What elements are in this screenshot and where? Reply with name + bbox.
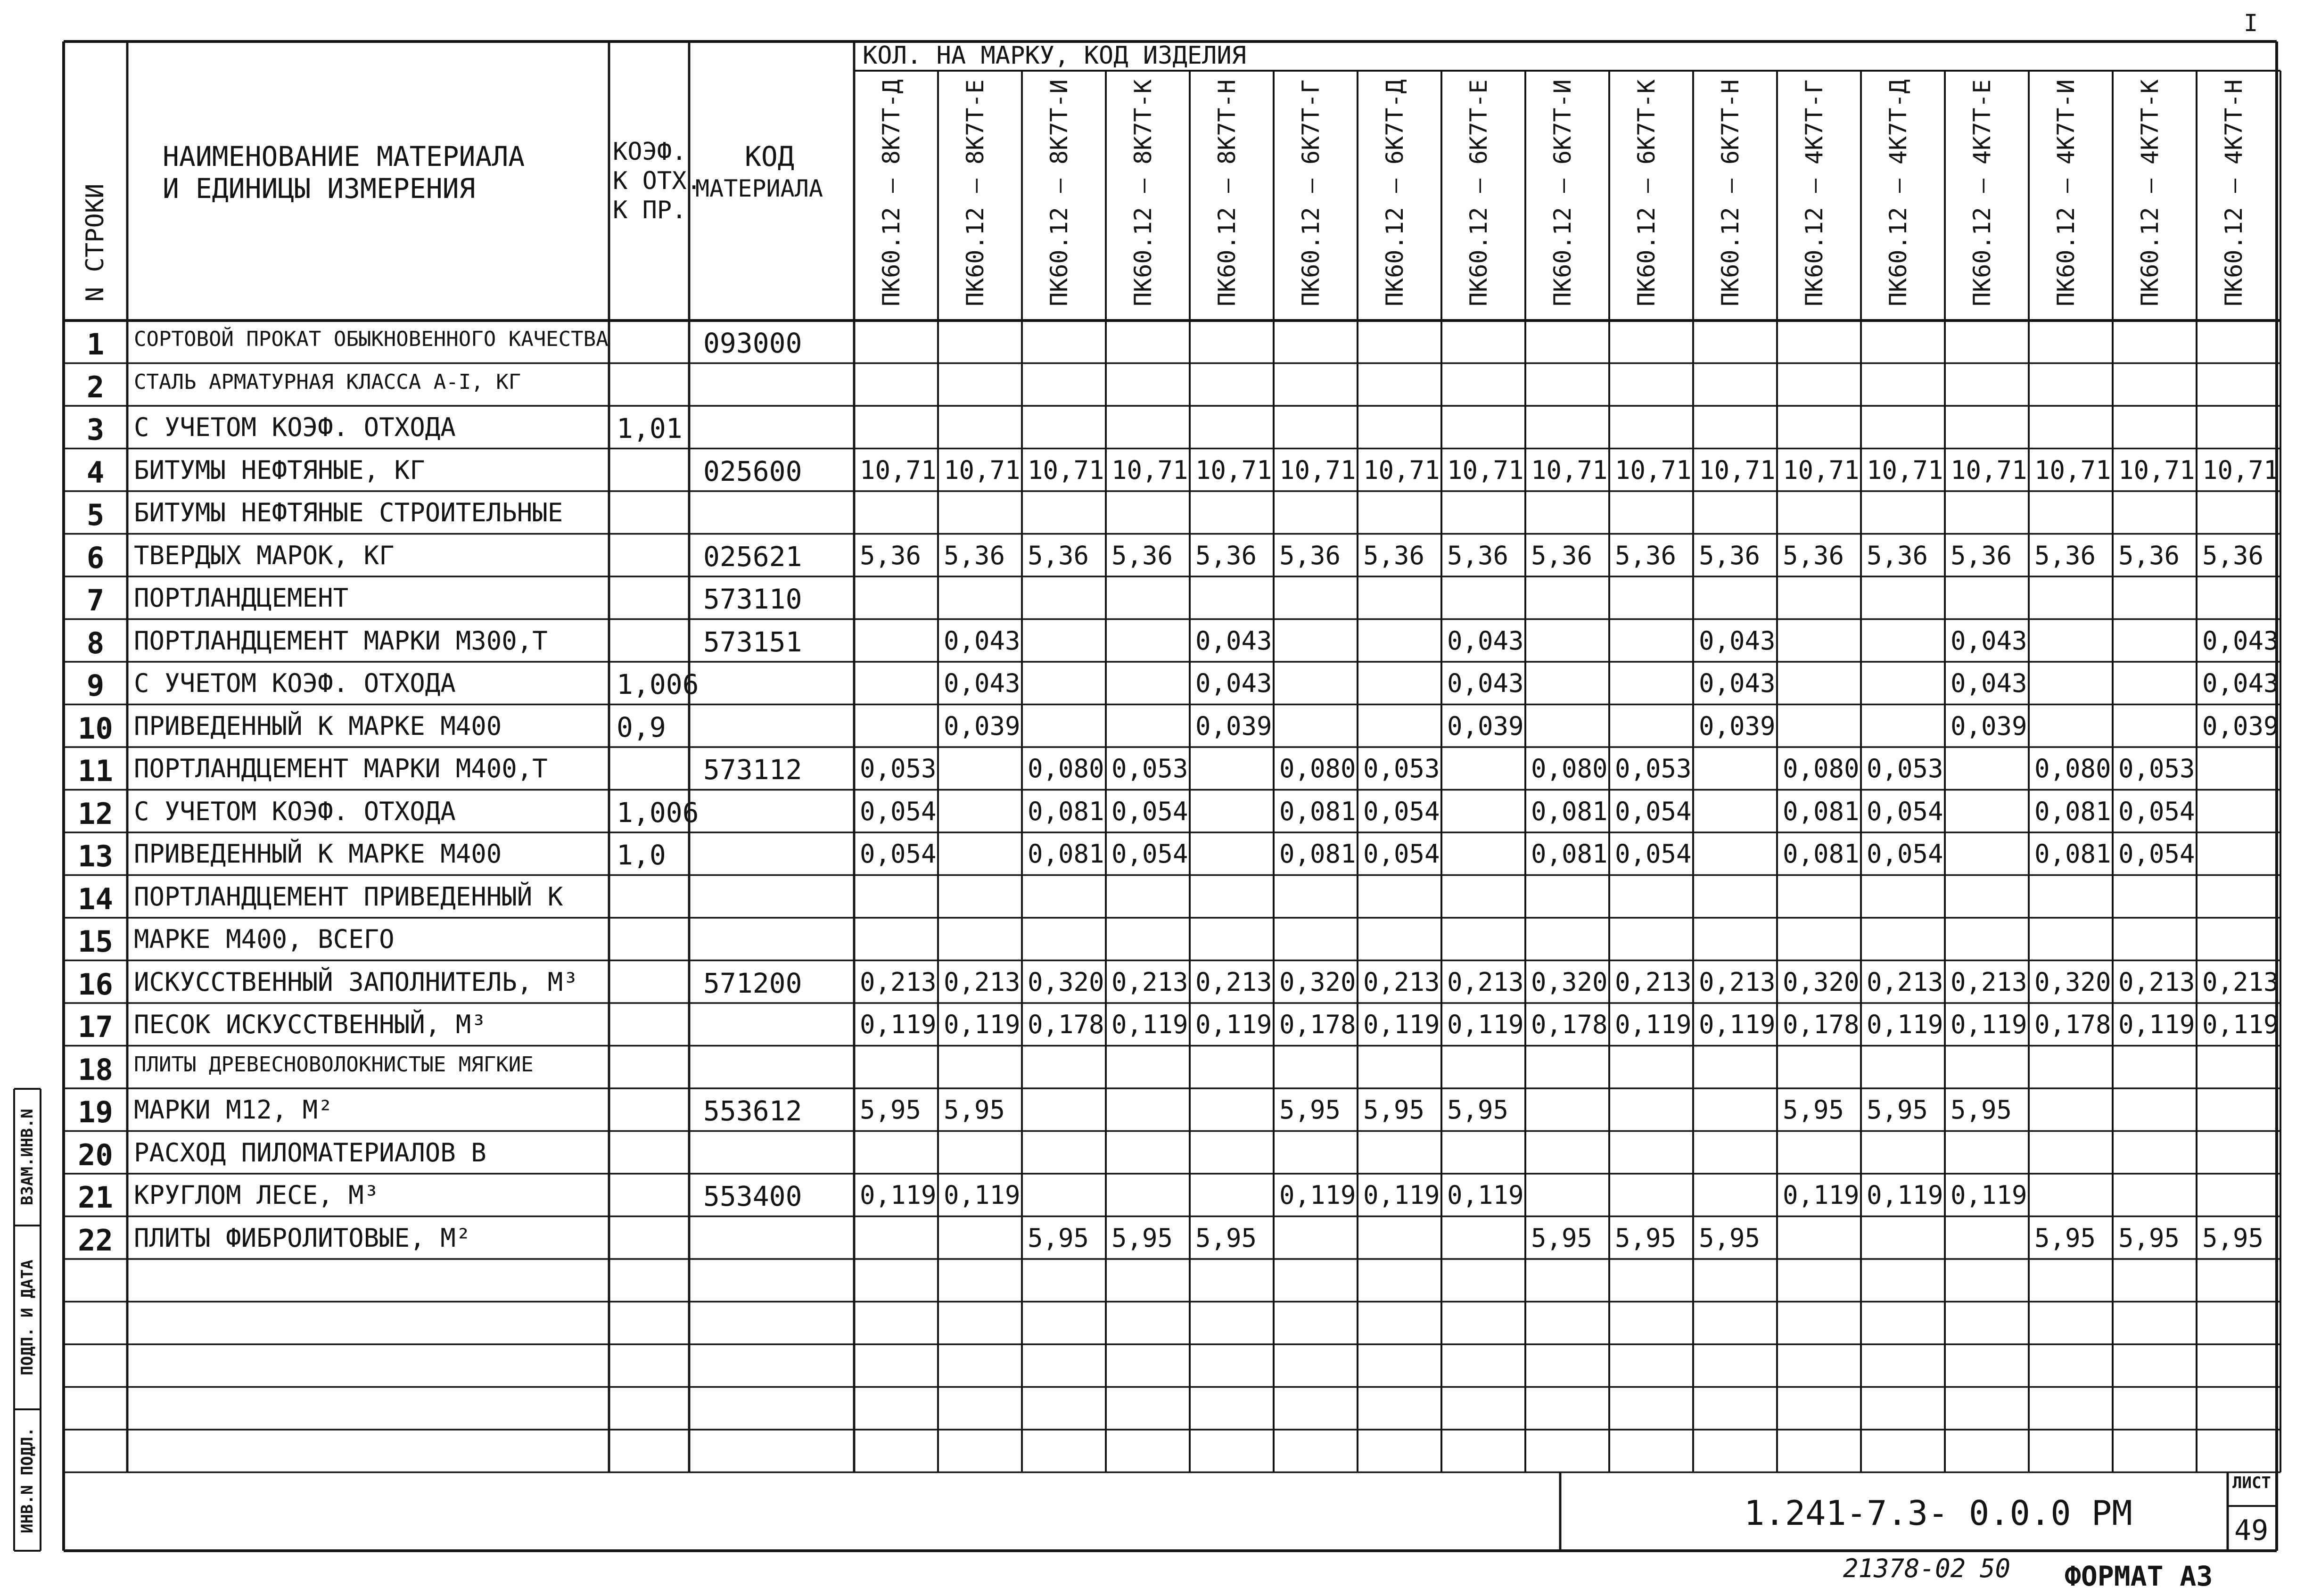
quantity-cell: 0,119 <box>1699 1010 1776 1039</box>
quantity-cell: 0,081 <box>1531 839 1608 869</box>
side-stamp-label: ИНВ.N ПОДЛ. <box>18 1427 37 1533</box>
quantity-cell: 5,36 <box>1028 540 1089 570</box>
quantity-cell: 0,043 <box>1951 668 2027 698</box>
row-number: 10 <box>78 711 113 746</box>
row-number: 3 <box>86 412 105 447</box>
quantity-cell: 5,95 <box>1028 1223 1089 1253</box>
quantity-cell: 0,119 <box>1111 1010 1188 1039</box>
quantity-cell: 0,213 <box>1195 967 1272 997</box>
quantity-cell: 0,054 <box>1111 796 1188 826</box>
quantity-cell: 0,320 <box>2034 967 2111 997</box>
quantity-cell: 0,043 <box>1699 668 1776 698</box>
quantity-cell: 0,178 <box>1028 1010 1104 1039</box>
quantity-cell: 0,178 <box>1279 1010 1356 1039</box>
material-code: 025621 <box>703 540 802 573</box>
quantity-cell: 0,213 <box>1867 967 1943 997</box>
quantity-cell: 10,71 <box>1531 455 1608 485</box>
material-name: СТАЛЬ АРМАТУРНАЯ КЛАССА А-I, КГ <box>134 370 521 394</box>
quantity-cell: 0,320 <box>1531 967 1608 997</box>
quantity-cell: 0,320 <box>1028 967 1104 997</box>
quantity-cell: 0,213 <box>1363 967 1440 997</box>
quantity-cell: 5,36 <box>1531 540 1593 570</box>
material-code: 553400 <box>703 1180 802 1212</box>
quantity-cell: 0,039 <box>2202 711 2279 741</box>
quantity-cell: 0,054 <box>1867 839 1943 869</box>
quantity-cell: 0,043 <box>1195 625 1272 656</box>
material-name: ПОРТЛАНДЦЕМЕНТ ПРИВЕДЕННЫЙ К <box>134 881 563 912</box>
product-header: ПК60.12 – 4К7Т-И <box>2052 79 2080 306</box>
row-number: 6 <box>86 540 105 575</box>
material-name: ПОРТЛАНДЦЕМЕНТ <box>134 583 349 613</box>
material-name: МАРКЕ М400, ВСЕГО <box>134 924 395 954</box>
quantity-cell: 0,053 <box>1867 754 1943 783</box>
quantity-cell: 0,119 <box>944 1010 1021 1039</box>
material-code: 573110 <box>703 583 802 615</box>
quantity-cell: 5,95 <box>1111 1223 1173 1253</box>
material-code: 025600 <box>703 455 802 487</box>
quantity-cell: 5,95 <box>1279 1095 1341 1125</box>
quantity-cell: 0,119 <box>2118 1010 2195 1039</box>
product-header: ПК60.12 – 4К7Т-Д <box>1885 79 1912 306</box>
row-number: 5 <box>86 498 105 532</box>
quantity-cell: 0,119 <box>1615 1010 1692 1039</box>
quantity-cell: 10,71 <box>1195 455 1272 485</box>
quantity-cell: 10,71 <box>2202 455 2279 485</box>
quantity-cell: 10,71 <box>860 455 937 485</box>
quantity-cell: 0,053 <box>1363 754 1440 783</box>
quantity-cell: 0,080 <box>1783 754 1860 783</box>
quantity-cell: 5,95 <box>1951 1095 2012 1125</box>
material-name: С УЧЕТОМ КОЭФ. ОТХОДА <box>134 796 456 826</box>
quantity-cell: 0,054 <box>1363 839 1440 869</box>
quantity-cell: 0,081 <box>1028 839 1104 869</box>
quantity-cell: 0,043 <box>1447 668 1524 698</box>
quantity-cell: 0,054 <box>860 839 937 869</box>
quantity-cell: 10,71 <box>2118 455 2195 485</box>
quantity-cell: 10,71 <box>1783 455 1860 485</box>
quantity-cell: 0,119 <box>1951 1180 2027 1210</box>
quantity-cell: 10,71 <box>1951 455 2027 485</box>
material-name: МАРКИ М12, М² <box>134 1095 333 1125</box>
quantity-cell: 0,080 <box>2034 754 2111 783</box>
order-number: 21378-02 <box>1843 1554 1966 1583</box>
quantity-cell: 0,213 <box>1447 967 1524 997</box>
quantity-cell: 0,054 <box>2118 796 2195 826</box>
product-header: ПК60.12 – 8К7Т-К <box>1129 79 1157 306</box>
quantity-cell: 5,36 <box>1447 540 1509 570</box>
quantity-cell: 5,95 <box>1867 1095 1928 1125</box>
quantity-cell: 0,081 <box>2034 796 2111 826</box>
header-name-line2: И ЕДИНИЦЫ ИЗМЕРЕНИЯ <box>163 173 476 205</box>
quantity-cell: 0,320 <box>1783 967 1860 997</box>
document-code: 1.241-7.3- 0.0.0 РМ <box>1744 1493 2132 1533</box>
material-name: С УЧЕТОМ КОЭФ. ОТХОДА <box>134 412 456 442</box>
product-header: ПК60.12 – 8К7Т-Д <box>878 79 905 306</box>
quantity-cell: 0,119 <box>1447 1010 1524 1039</box>
quantity-cell: 0,119 <box>1279 1180 1356 1210</box>
waste-coefficient: 0,9 <box>617 711 666 743</box>
quantity-cell: 0,081 <box>1531 796 1608 826</box>
row-number: 7 <box>86 583 105 617</box>
quantity-cell: 5,95 <box>1363 1095 1425 1125</box>
quantity-cell: 0,081 <box>1783 796 1860 826</box>
quantity-cell: 0,054 <box>1867 796 1943 826</box>
quantity-cell: 0,039 <box>1195 711 1272 741</box>
quantity-cell: 0,119 <box>1447 1180 1524 1210</box>
quantity-cell: 0,043 <box>1447 625 1524 656</box>
product-header: ПК60.12 – 6К7Т-Г <box>1297 79 1325 306</box>
product-header: ПК60.12 – 6К7Т-Н <box>1717 79 1744 306</box>
quantity-cell: 0,213 <box>1951 967 2027 997</box>
row-number: 22 <box>78 1223 113 1258</box>
quantity-cell: 10,71 <box>1363 455 1440 485</box>
quantity-cell: 10,71 <box>1867 455 1943 485</box>
quantity-cell: 0,080 <box>1531 754 1608 783</box>
row-number: 19 <box>78 1095 113 1129</box>
quantity-cell: 5,36 <box>2202 540 2264 570</box>
quantity-cell: 5,95 <box>2034 1223 2096 1253</box>
quantity-cell: 0,119 <box>1867 1180 1943 1210</box>
product-header: ПК60.12 – 6К7Т-К <box>1633 79 1660 306</box>
row-number: 4 <box>86 455 105 490</box>
material-name: ТВЕРДЫХ МАРОК, КГ <box>134 540 395 570</box>
header-koef-line2: К ОТХ. <box>613 167 701 195</box>
row-number: 20 <box>78 1137 113 1172</box>
product-header: ПК60.12 – 8К7Т-Е <box>962 79 989 306</box>
header-code-line1: КОД <box>745 140 794 173</box>
quantity-cell: 0,119 <box>1363 1180 1440 1210</box>
quantity-cell: 0,043 <box>1951 625 2027 656</box>
quantity-cell: 5,36 <box>860 540 922 570</box>
header-name-line1: НАИМЕНОВАНИЕ МАТЕРИАЛА <box>163 140 525 173</box>
quantity-cell: 10,71 <box>1699 455 1776 485</box>
header-koef-line3: К ПР. <box>613 196 687 224</box>
quantity-cell: 0,320 <box>1279 967 1356 997</box>
quantity-cell: 0,053 <box>860 754 937 783</box>
quantity-cell: 0,043 <box>1699 625 1776 656</box>
row-number: 9 <box>86 668 105 703</box>
quantity-cell: 0,080 <box>1279 754 1356 783</box>
material-name: ПРИВЕДЕННЫЙ К МАРКЕ М400 <box>134 839 502 869</box>
material-code: 571200 <box>703 967 802 999</box>
quantity-cell: 5,95 <box>1699 1223 1761 1253</box>
quantity-cell: 0,043 <box>944 668 1021 698</box>
material-name: ИСКУССТВЕННЫЙ ЗАПОЛНИТЕЛЬ, М³ <box>134 967 578 997</box>
quantity-cell: 0,213 <box>2202 967 2279 997</box>
quantity-cell: 10,71 <box>1028 455 1104 485</box>
material-name: БИТУМЫ НЕФТЯНЫЕ СТРОИТЕЛЬНЫЕ <box>134 498 563 527</box>
product-header: ПК60.12 – 4К7Т-Г <box>1801 79 1828 306</box>
quantity-cell: 0,119 <box>1867 1010 1943 1039</box>
paper-format: ФОРМАТ А3 <box>2065 1560 2213 1592</box>
material-code: 553612 <box>703 1095 802 1127</box>
material-name: ПЕСОК ИСКУССТВЕННЫЙ, М³ <box>134 1010 486 1039</box>
row-number: 17 <box>78 1010 113 1044</box>
quantity-cell: 0,053 <box>1615 754 1692 783</box>
quantity-cell: 0,081 <box>1279 839 1356 869</box>
quantity-cell: 5,95 <box>1783 1095 1844 1125</box>
quantity-cell: 5,95 <box>1447 1095 1509 1125</box>
quantity-cell: 5,95 <box>1531 1223 1593 1253</box>
quantity-cell: 5,36 <box>2118 540 2180 570</box>
material-code: 093000 <box>703 327 802 359</box>
row-number: 2 <box>86 370 105 404</box>
waste-coefficient: 1,0 <box>617 839 666 871</box>
quantity-cell: 0,213 <box>1699 967 1776 997</box>
quantity-cell: 0,054 <box>860 796 937 826</box>
quantity-cell: 0,119 <box>860 1010 937 1039</box>
quantity-cell: 0,213 <box>1111 967 1188 997</box>
quantity-cell: 0,043 <box>1195 668 1272 698</box>
quantity-cell: 10,71 <box>1615 455 1692 485</box>
header-koef-line1: КОЭФ. <box>613 138 687 166</box>
quantity-cell: 5,95 <box>1195 1223 1257 1253</box>
product-header: ПК60.12 – 8К7Т-И <box>1045 79 1073 306</box>
quantity-cell: 0,081 <box>1783 839 1860 869</box>
quantity-cell: 5,36 <box>1195 540 1257 570</box>
row-number: 12 <box>78 796 113 831</box>
material-name: РАСХОД ПИЛОМАТЕРИАЛОВ В <box>134 1137 486 1168</box>
quantity-cell: 0,081 <box>2034 839 2111 869</box>
top-corner-mark: I <box>2244 9 2258 37</box>
material-name: ПОРТЛАНДЦЕМЕНТ МАРКИ М400,Т <box>134 754 548 783</box>
sheet-number: 49 <box>2234 1514 2269 1547</box>
quantity-cell: 0,043 <box>944 625 1021 656</box>
order-sheet: 50 <box>1980 1554 2011 1583</box>
quantity-cell: 5,36 <box>1699 540 1761 570</box>
side-stamp-label: ПОДП. И ДАТА <box>18 1259 37 1375</box>
product-header: ПК60.12 – 6К7Т-Е <box>1465 79 1492 306</box>
row-number: 16 <box>78 967 113 1002</box>
quantity-cell: 0,043 <box>2202 625 2279 656</box>
row-number: 13 <box>78 839 113 873</box>
row-number: 1 <box>86 327 105 362</box>
quantity-cell: 5,36 <box>1111 540 1173 570</box>
quantity-cell: 0,119 <box>2202 1010 2279 1039</box>
quantity-cell: 10,71 <box>1279 455 1356 485</box>
waste-coefficient: 1,01 <box>617 412 683 444</box>
quantity-cell: 0,119 <box>1783 1180 1860 1210</box>
side-stamp-label: ВЗАМ.ИНВ.N <box>18 1109 37 1206</box>
product-header: ПК60.12 – 8К7Т-Н <box>1213 79 1241 306</box>
material-name: КРУГЛОМ ЛЕСЕ, М³ <box>134 1180 379 1210</box>
header-code-line2: МАТЕРИАЛА <box>695 175 823 202</box>
quantity-cell: 5,95 <box>944 1095 1005 1125</box>
waste-coefficient: 1,006 <box>617 796 699 829</box>
product-header: ПК60.12 – 4К7Т-Е <box>1968 79 1996 306</box>
material-name: ПЛИТЫ ФИБРОЛИТОВЫЕ, М² <box>134 1223 471 1253</box>
quantity-cell: 0,081 <box>1279 796 1356 826</box>
waste-coefficient: 1,006 <box>617 668 699 700</box>
quantity-cell: 0,039 <box>1447 711 1524 741</box>
quantity-cell: 0,054 <box>1363 796 1440 826</box>
quantity-cell: 0,054 <box>1111 839 1188 869</box>
quantity-cell: 10,71 <box>944 455 1021 485</box>
product-header: ПК60.12 – 6К7Т-И <box>1549 79 1576 306</box>
quantity-cell: 0,054 <box>1615 796 1692 826</box>
row-number: 11 <box>78 754 113 788</box>
row-number: 14 <box>78 881 113 916</box>
quantity-cell: 10,71 <box>1447 455 1524 485</box>
quantity-cell: 0,039 <box>1951 711 2027 741</box>
quantity-cell: 0,053 <box>2118 754 2195 783</box>
quantity-cell: 0,043 <box>2202 668 2279 698</box>
quantity-cell: 0,213 <box>1615 967 1692 997</box>
material-name: БИТУМЫ НЕФТЯНЫЕ, КГ <box>134 455 425 485</box>
quantity-cell: 0,119 <box>1951 1010 2027 1039</box>
row-number: 15 <box>78 924 113 959</box>
row-number: 18 <box>78 1052 113 1087</box>
quantity-cell: 5,36 <box>1279 540 1341 570</box>
quantity-cell: 0,081 <box>1028 796 1104 826</box>
quantity-cell: 5,36 <box>1951 540 2012 570</box>
quantity-cell: 5,95 <box>2202 1223 2264 1253</box>
sheet-label: ЛИСТ <box>2232 1473 2271 1492</box>
material-code: 573112 <box>703 754 802 786</box>
row-number: 8 <box>86 625 105 660</box>
material-name: ПРИВЕДЕННЫЙ К МАРКЕ М400 <box>134 711 502 741</box>
quantity-cell: 0,119 <box>1195 1010 1272 1039</box>
quantity-cell: 5,95 <box>1615 1223 1677 1253</box>
material-name: С УЧЕТОМ КОЭФ. ОТХОДА <box>134 668 456 698</box>
material-name: ПЛИТЫ ДРЕВЕСНОВОЛОКНИСТЫЕ МЯГКИЕ <box>134 1052 534 1077</box>
quantity-cell: 0,178 <box>1531 1010 1608 1039</box>
quantity-cell: 0,054 <box>2118 839 2195 869</box>
quantity-cell: 0,213 <box>944 967 1021 997</box>
quantity-cell: 0,080 <box>1028 754 1104 783</box>
quantity-cell: 0,213 <box>860 967 937 997</box>
quantity-cell: 5,36 <box>944 540 1005 570</box>
row-number: 21 <box>78 1180 113 1215</box>
quantity-cell: 0,119 <box>1363 1010 1440 1039</box>
quantity-cell: 5,36 <box>1363 540 1425 570</box>
quantity-cell: 5,36 <box>2034 540 2096 570</box>
quantity-cell: 0,039 <box>944 711 1021 741</box>
quantity-cell: 0,039 <box>1699 711 1776 741</box>
quantity-cell: 0,119 <box>944 1180 1021 1210</box>
quantity-cell: 10,71 <box>2034 455 2111 485</box>
quantity-cell: 5,95 <box>2118 1223 2180 1253</box>
product-header: ПК60.12 – 6К7Т-Д <box>1381 79 1408 306</box>
quantity-cell: 0,213 <box>2118 967 2195 997</box>
header-row-number: N СТРОКИ <box>81 183 109 302</box>
quantity-cell: 0,178 <box>1783 1010 1860 1039</box>
material-name: СОРТОВОЙ ПРОКАТ ОБЫКНОВЕННОГО КАЧЕСТВА <box>134 327 609 351</box>
material-name: ПОРТЛАНДЦЕМЕНТ МАРКИ М300,Т <box>134 625 548 656</box>
quantity-cell: 0,054 <box>1615 839 1692 869</box>
product-header: ПК60.12 – 4К7Т-Н <box>2220 79 2247 306</box>
quantity-cell: 0,119 <box>860 1180 937 1210</box>
quantity-cell: 10,71 <box>1111 455 1188 485</box>
quantity-cell: 0,178 <box>2034 1010 2111 1039</box>
quantity-cell: 5,36 <box>1615 540 1677 570</box>
quantity-cell: 5,36 <box>1783 540 1844 570</box>
product-header: ПК60.12 – 4К7Т-К <box>2136 79 2164 306</box>
quantity-cell: 0,053 <box>1111 754 1188 783</box>
quantity-cell: 5,36 <box>1867 540 1928 570</box>
header-group-title: КОЛ. НА МАРКУ, КОД ИЗДЕЛИЯ <box>863 41 1246 70</box>
material-code: 573151 <box>703 625 802 658</box>
quantity-cell: 5,95 <box>860 1095 922 1125</box>
